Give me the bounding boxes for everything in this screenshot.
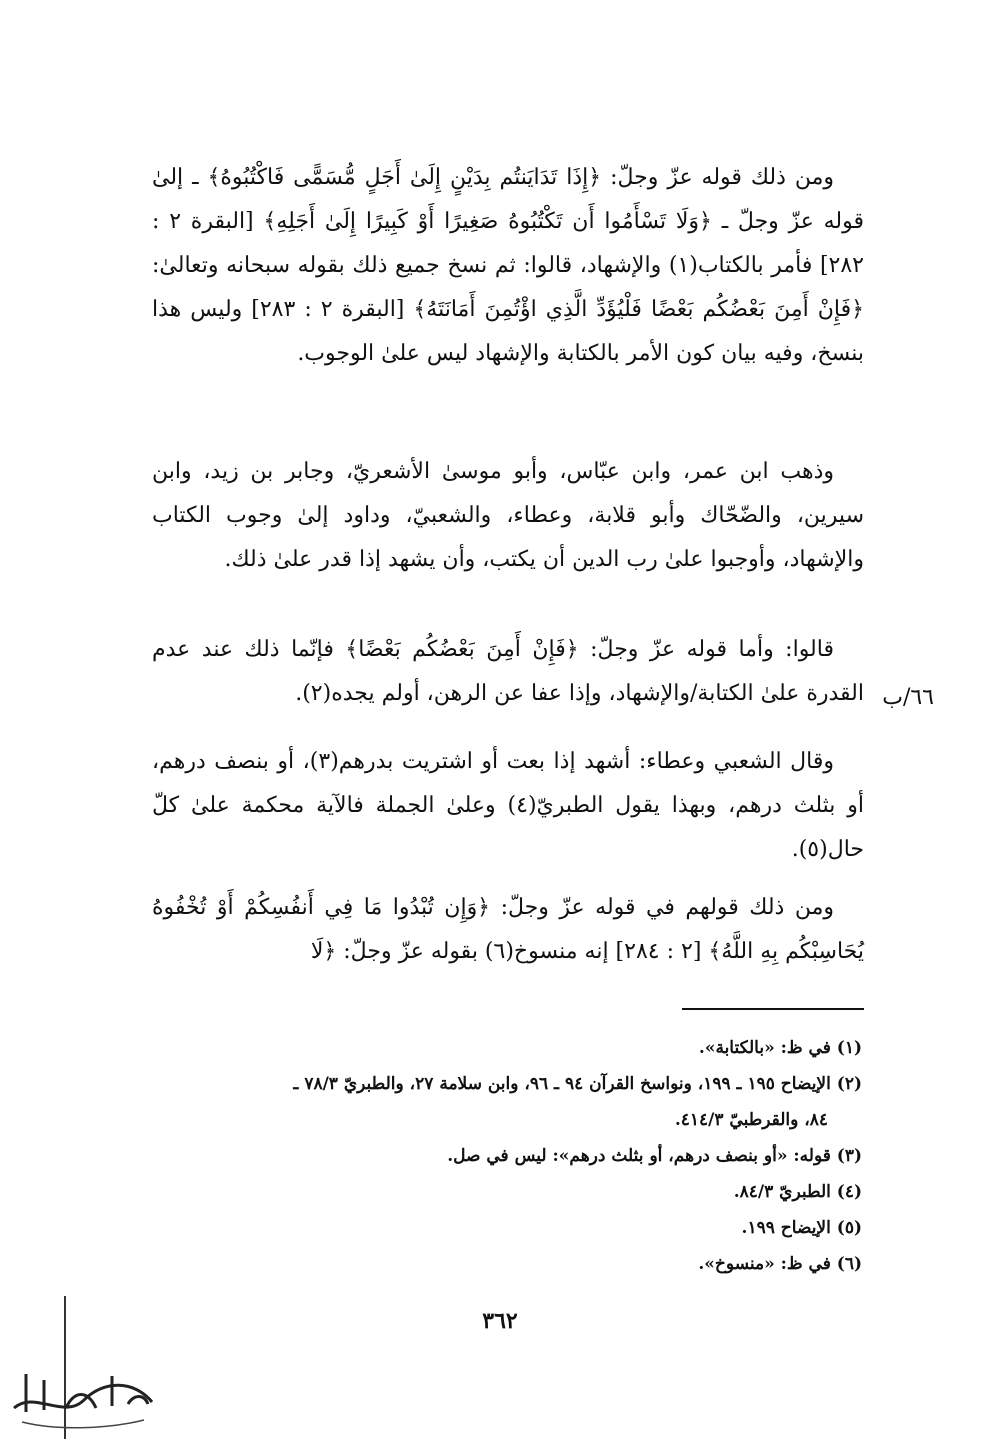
paragraph-4-text: وقال الشعبي وعطاء: أشهد إذا بعت أو اشتريت بدرهم(٣)، أو بنصف درهم، أو بثلث درهم، وبهذا يقول الطبريّ(٤) وعلىٰ الجملة فالآية محكمة علىٰ كلّ حال(٥). xyxy=(152,749,864,862)
paragraph-5 xyxy=(152,886,864,974)
paragraph-2 xyxy=(152,450,864,582)
footnote-3 xyxy=(150,1138,862,1174)
paragraph-4 xyxy=(152,740,864,872)
footnote-5 xyxy=(150,1210,862,1246)
footnote-4-text: (٤) الطبريّ ٨٤/٣. xyxy=(733,1182,862,1202)
footnote-2-continuation: ٨٤، والقرطبيّ ٤١٤/٣. xyxy=(674,1110,828,1130)
watermark-logo xyxy=(4,1350,160,1436)
footnote-6-text: (٦) في ظ: «منسوخ». xyxy=(698,1254,862,1274)
paragraph-2-text: وذهب ابن عمر، وابن عبّاس، وأبو موسىٰ الأشعريّ، وجابر بن زيد، وابن سيرين، والضّحّاك وأبو قلابة، وعطاء، والشعبيّ، وداود إلىٰ وجوب الكتاب والإشهاد، وأوجبوا علىٰ رب الدين أن يكتب، وأن يشهد إذا قدر علىٰ ذلك. xyxy=(152,459,864,572)
paragraph-3-text: قالوا: وأما قوله عزّ وجلّ: ﴿فَإِنْ أَمِنَ بَعْضُكُم بَعْضًا﴾ فإنّما ذلك عند عدم القدرة علىٰ الكتابة/والإشهاد، وإذا عفا عن الرهن، أولم يجده(٢). xyxy=(152,637,864,706)
footnotes xyxy=(150,1030,862,1282)
footnote-1-text: (١) في ظ: «بالكتابة». xyxy=(698,1038,862,1058)
footnote-2-text: (٢) الإيضاح ١٩٥ ـ ١٩٩، ونواسخ القرآن ٩٤ ـ ٩٦، وابن سلامة ٢٧، والطبريّ ٧٨/٣ ـ xyxy=(293,1074,862,1094)
footnote-1 xyxy=(150,1030,862,1066)
paragraph-5-text: ومن ذلك قولهم في قوله عزّ وجلّ: ﴿وَإِن تُبْدُوا مَا فِي أَنفُسِكُمْ أَوْ تُخْفُوهُ يُحَاسِبْكُم بِهِ اللَّهُ﴾ [٢ : ٢٨٤] إنه منسوخ(٦) بقوله عزّ وجلّ: ﴿لَا xyxy=(152,895,864,964)
paragraph-3 xyxy=(152,628,864,716)
footnote-6 xyxy=(150,1246,862,1282)
manuscript-folio-marker: ٦٦/ب xyxy=(882,685,934,710)
footnote-4 xyxy=(150,1174,862,1210)
footnote-3-text: (٣) قوله: «أو بنصف درهم، أو بثلث درهم»: ليس في صل. xyxy=(447,1146,862,1166)
paragraph-1-text: ومن ذلك قوله عزّ وجلّ: ﴿إِذَا تَدَايَنتُم بِدَيْنٍ إِلَىٰ أَجَلٍ مُّسَمًّى فَاكْتُبُوهُ﴾ ـ إلىٰ قوله عزّ وجلّ ـ ﴿وَلَا تَسْأَمُوا أَن تَكْتُبُوهُ صَغِيرًا أَوْ كَبِيرًا إِلَىٰ أَجَلِهِ﴾ [البقرة ٢ : ٢٨٢] فأمر بالكتاب(١) والإشهاد، قالوا: ثم نسخ جميع ذلك بقوله سبحانه وتعالىٰ: ﴿فَإِنْ أَمِنَ بَعْضُكُم بَعْضًا فَلْيُؤَدِّ الَّذِي اؤْتُمِنَ أَمَانَتَهُ﴾ [البقرة ٢ : ٢٨٣] وليس هذا بنسخ، وفيه بيان كون الأمر بالكتابة والإشهاد ليس علىٰ الوجوب. xyxy=(152,165,865,366)
paragraph-1 xyxy=(152,156,864,376)
footnote-separator xyxy=(682,1008,864,1010)
footnote-5-text: (٥) الإيضاح ١٩٩. xyxy=(741,1218,862,1238)
footnote-2 xyxy=(150,1066,862,1138)
page-number: ٣٦٢ xyxy=(482,1308,518,1334)
